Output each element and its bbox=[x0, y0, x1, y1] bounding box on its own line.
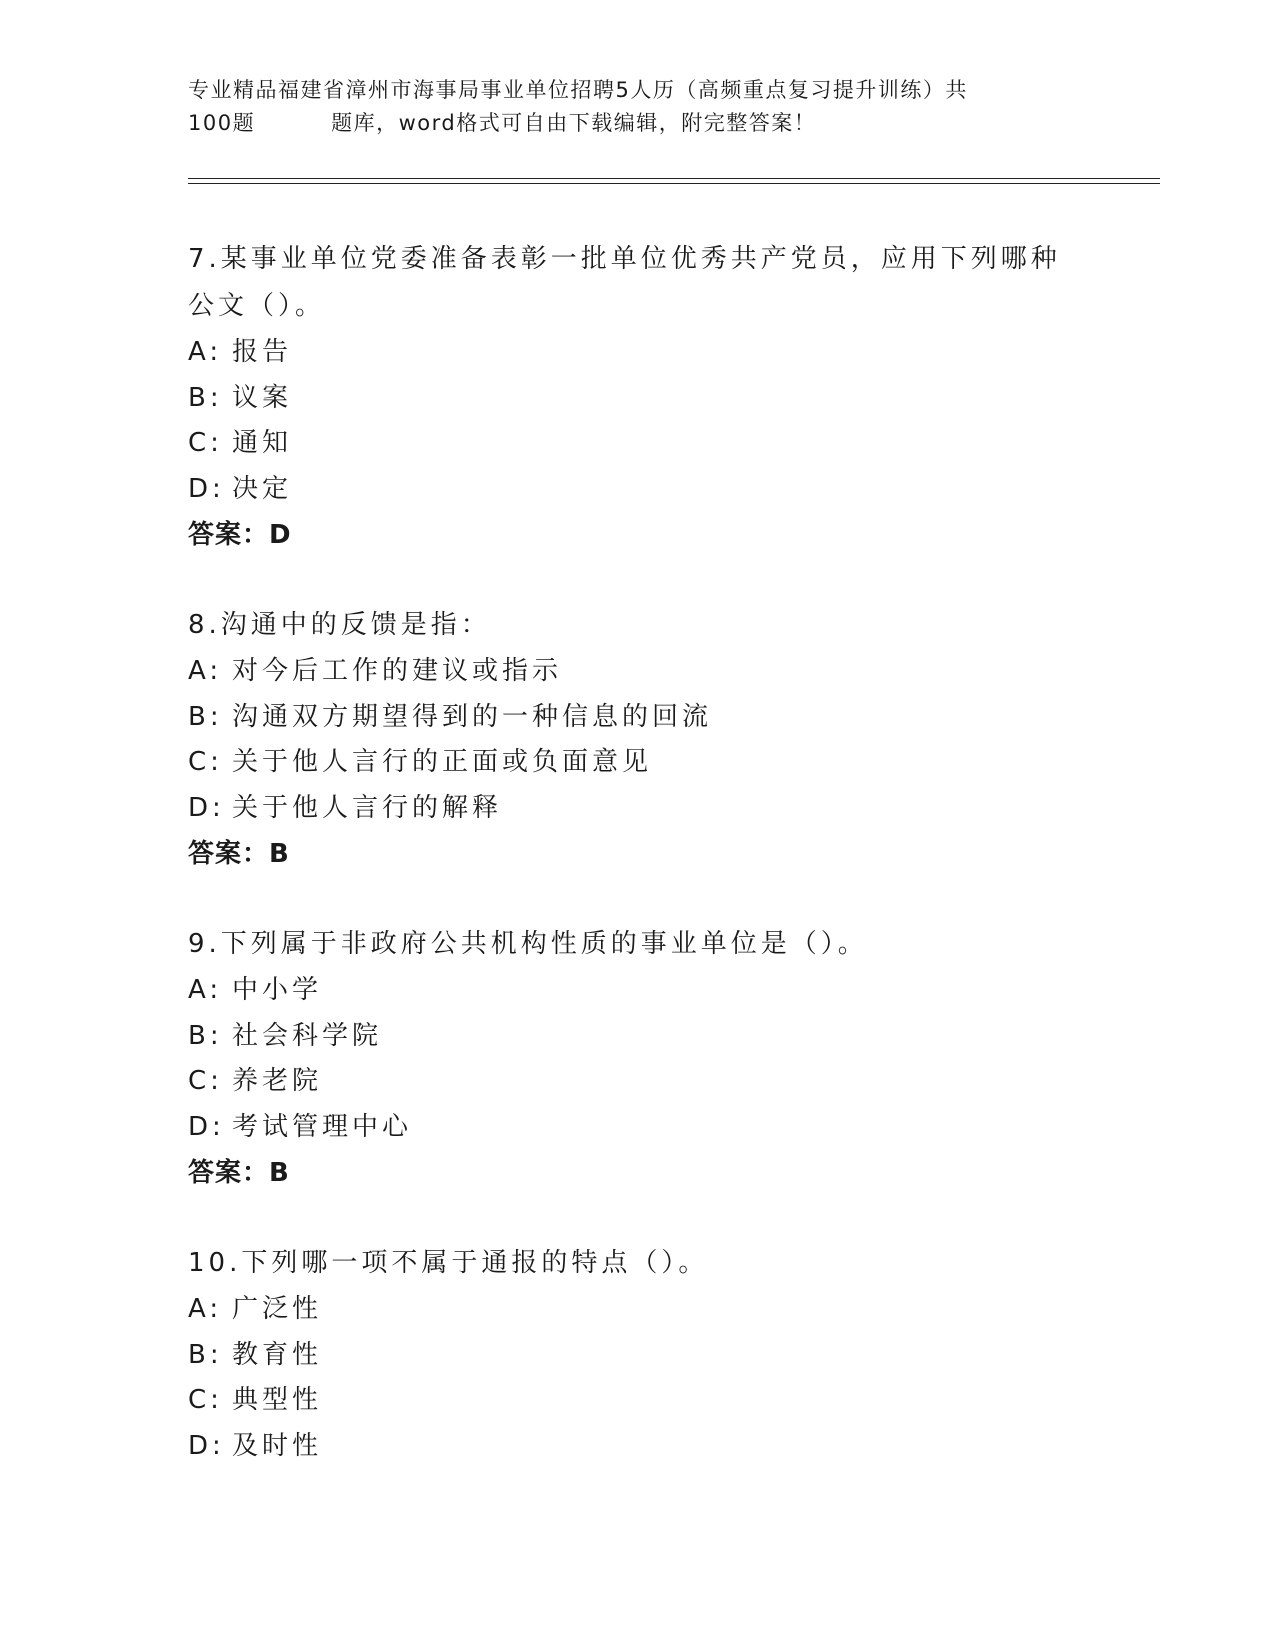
question-9 bbox=[188, 921, 1088, 1196]
option-label: 养老院 bbox=[232, 1066, 323, 1096]
option-key: C: bbox=[188, 1066, 223, 1096]
option-d bbox=[188, 467, 1088, 513]
option-a bbox=[188, 1287, 1088, 1333]
question-10 bbox=[188, 1240, 1088, 1469]
option-label: 议案 bbox=[232, 382, 293, 413]
option-key: A: bbox=[188, 1294, 223, 1324]
question-list bbox=[188, 236, 1088, 1513]
option-d bbox=[188, 1105, 1088, 1151]
option-a bbox=[188, 330, 1088, 376]
option-b bbox=[188, 376, 1088, 422]
option-key: D: bbox=[188, 792, 225, 823]
option-key: A: bbox=[188, 975, 223, 1005]
option-key: A: bbox=[188, 656, 223, 686]
question-7 bbox=[188, 236, 1088, 558]
option-label: 教育性 bbox=[232, 1339, 323, 1370]
option-label: 通知 bbox=[232, 428, 293, 458]
option-d bbox=[188, 1424, 1088, 1470]
answer: 答案：D bbox=[188, 520, 292, 550]
option-label: 对今后工作的建议或指示 bbox=[232, 656, 563, 686]
document-header bbox=[188, 74, 1068, 140]
option-label: 考试管理中心 bbox=[232, 1111, 413, 1142]
option-a bbox=[188, 968, 1088, 1014]
option-c bbox=[188, 740, 1088, 786]
header-line-2 bbox=[188, 107, 1068, 140]
option-label: 报告 bbox=[232, 337, 293, 367]
option-label: 中小学 bbox=[232, 975, 323, 1005]
option-c bbox=[188, 1059, 1088, 1105]
option-a bbox=[188, 649, 1088, 695]
question-text: 10.下列哪一项不属于通报的特点（）。 bbox=[188, 1248, 709, 1278]
option-key: B: bbox=[188, 701, 223, 732]
question-text: 8.沟通中的反馈是指： bbox=[188, 610, 491, 640]
answer: 答案：B bbox=[188, 1158, 290, 1188]
header-rule-top bbox=[188, 178, 1160, 179]
option-key: D: bbox=[188, 1430, 225, 1461]
option-label: 典型性 bbox=[232, 1385, 323, 1415]
option-label: 关于他人言行的解释 bbox=[232, 792, 503, 823]
option-key: C: bbox=[188, 747, 223, 777]
header-line-1: 专业精品福建省漳州市海事局事业单位招聘5人历（高频重点复习提升训练）共 bbox=[188, 78, 968, 102]
question-text: 9.下列属于非政府公共机构性质的事业单位是（）。 bbox=[188, 929, 868, 959]
option-key: B: bbox=[188, 382, 223, 413]
option-key: D: bbox=[188, 1111, 225, 1142]
option-key: B: bbox=[188, 1339, 223, 1370]
option-b bbox=[188, 695, 1088, 741]
option-label: 沟通双方期望得到的一种信息的回流 bbox=[232, 701, 713, 732]
option-label: 广泛性 bbox=[232, 1294, 323, 1324]
option-label: 关于他人言行的正面或负面意见 bbox=[232, 747, 653, 777]
header-line-2-count: 100题 bbox=[188, 111, 256, 135]
option-key: B: bbox=[188, 1020, 223, 1051]
option-label: 及时性 bbox=[232, 1430, 323, 1461]
question-text: 7.某事业单位党委准备表彰一批单位优秀共产党员，应用下列哪种公文（）。 bbox=[188, 244, 1061, 321]
option-label: 决定 bbox=[232, 473, 293, 504]
header-line-2-text: 题库，word格式可自由下载编辑，附完整答案！ bbox=[331, 111, 817, 135]
answer: 答案：B bbox=[188, 839, 290, 869]
question-8 bbox=[188, 602, 1088, 877]
option-c bbox=[188, 1378, 1088, 1424]
option-key: C: bbox=[188, 428, 223, 458]
option-key: A: bbox=[188, 337, 223, 367]
header-rule-bottom bbox=[188, 183, 1160, 184]
option-label: 社会科学院 bbox=[232, 1020, 383, 1051]
option-d bbox=[188, 786, 1088, 832]
option-key: C: bbox=[188, 1385, 223, 1415]
option-b bbox=[188, 1014, 1088, 1060]
option-c bbox=[188, 421, 1088, 467]
option-key: D: bbox=[188, 473, 225, 504]
option-b bbox=[188, 1333, 1088, 1379]
